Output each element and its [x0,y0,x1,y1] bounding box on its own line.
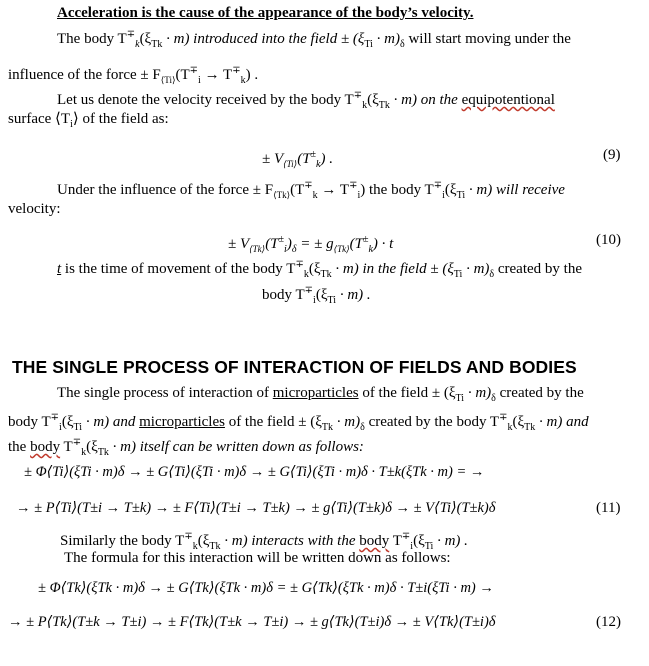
paragraph-line: body $T^\mp_i(\xi_{Ti} \cdot m)$ . [262,285,371,306]
equation-11-line2: → ± P⟨Ti⟩(T±i → T±k) → ± F⟨Ti⟩(T±i → T±k) → ± g⟨Ti⟩(T±k)δ → ± V⟨Ti⟩(T±k)δ [16,500,496,516]
section-title: Acceleration is the cause of the appearance of the body’s velocity. [57,5,474,21]
equation-12-line1: ± Φ⟨Tk⟩(ξTk · m)δ → ± G⟨Tk⟩(ξTk · m)δ = ± G⟨Tk⟩(ξTk · m)δ · T±i(ξTi · m) → [38,580,494,596]
paragraph-line: Similarly the body $T^\mp_k(\xi_{Tk} \cdot m)$ interacts with the body $T^\mp_i(\xi_{Ti} \cdot m)$ . [60,531,468,552]
section-heading: THE SINGLE PROCESS OF INTERACTION OF FIELDS AND BODIES [12,357,577,377]
equation-number: (11) [596,500,621,516]
equation-number: (12) [596,614,621,630]
paragraph-line: The formula for this interaction will be written down as follows: [64,550,451,566]
equation-9: ± $V_{⟨Ti⟩}(T^\pm_k)$ . [262,149,333,170]
paragraph-line: influence of the force ± $F_{⟨Ti⟩}(T^\mp_i \to T^\mp_k)$ . [8,65,259,86]
equation-number: (10) [596,232,621,248]
paragraph-line: The body $T^\mp_k(\xi_{Tk} \cdot m)$ introduced into the field ± $(\xi_{Ti} \cdot m)_\delta$ will start moving under the [57,29,571,50]
equation-number: (9) [603,147,621,163]
paragraph-line: Let us denote the velocity received by the body $T^\mp_k(\xi_{Tk} \cdot m)$ on the equipotentional [57,90,555,111]
equation-10: ± $V_{⟨Tk⟩}(T^\pm_i)_\delta$ = ± $g_{⟨Tk⟩}(T^\pm_k) \cdot t$ [228,234,394,255]
paragraph-line: the body $T^\mp_k(\xi_{Tk} \cdot m)$ itself can be written down as follows: [8,437,364,458]
paragraph-line: The single process of interaction of microparticles of the field ± $(\xi_{Ti} \cdot m)_\delta$ created by the [57,385,584,404]
paragraph-line: velocity: [8,201,61,217]
paragraph-line: surface $⟨T_i⟩$ of the field as: [8,111,169,130]
paragraph-line: body $T^\mp_i(\xi_{Ti} \cdot m)$ and microparticles of the field ± $(\xi_{Tk} \cdot m)_\delta$ created by the body $T^\mp_k(\xi_{Tk} \cdot m)$ and [8,412,589,433]
equation-11-line1: ± Φ⟨Ti⟩(ξTi · m)δ → ± G⟨Ti⟩(ξTi · m)δ → ± G⟨Ti⟩(ξTi · m)δ · T±k(ξTk · m) = → [24,464,485,480]
equation-12-line2: → ± P⟨Tk⟩(T±k → T±i) → ± F⟨Tk⟩(T±k → T±i) → ± g⟨Tk⟩(T±i)δ → ± V⟨Tk⟩(T±i)δ [8,614,496,630]
paragraph-line: t is the time of movement of the body $T^\mp_k(\xi_{Tk} \cdot m)$ in the field ± $(\xi_{Ti} \cdot m)_\delta$ created by the [57,259,582,280]
paragraph-line: Under the influence of the force ± $F_{⟨Tk⟩}(T^\mp_k \to T^\mp_i)$ the body $T^\mp_i(\xi_{Ti} \cdot m)$ will receive [57,180,565,201]
